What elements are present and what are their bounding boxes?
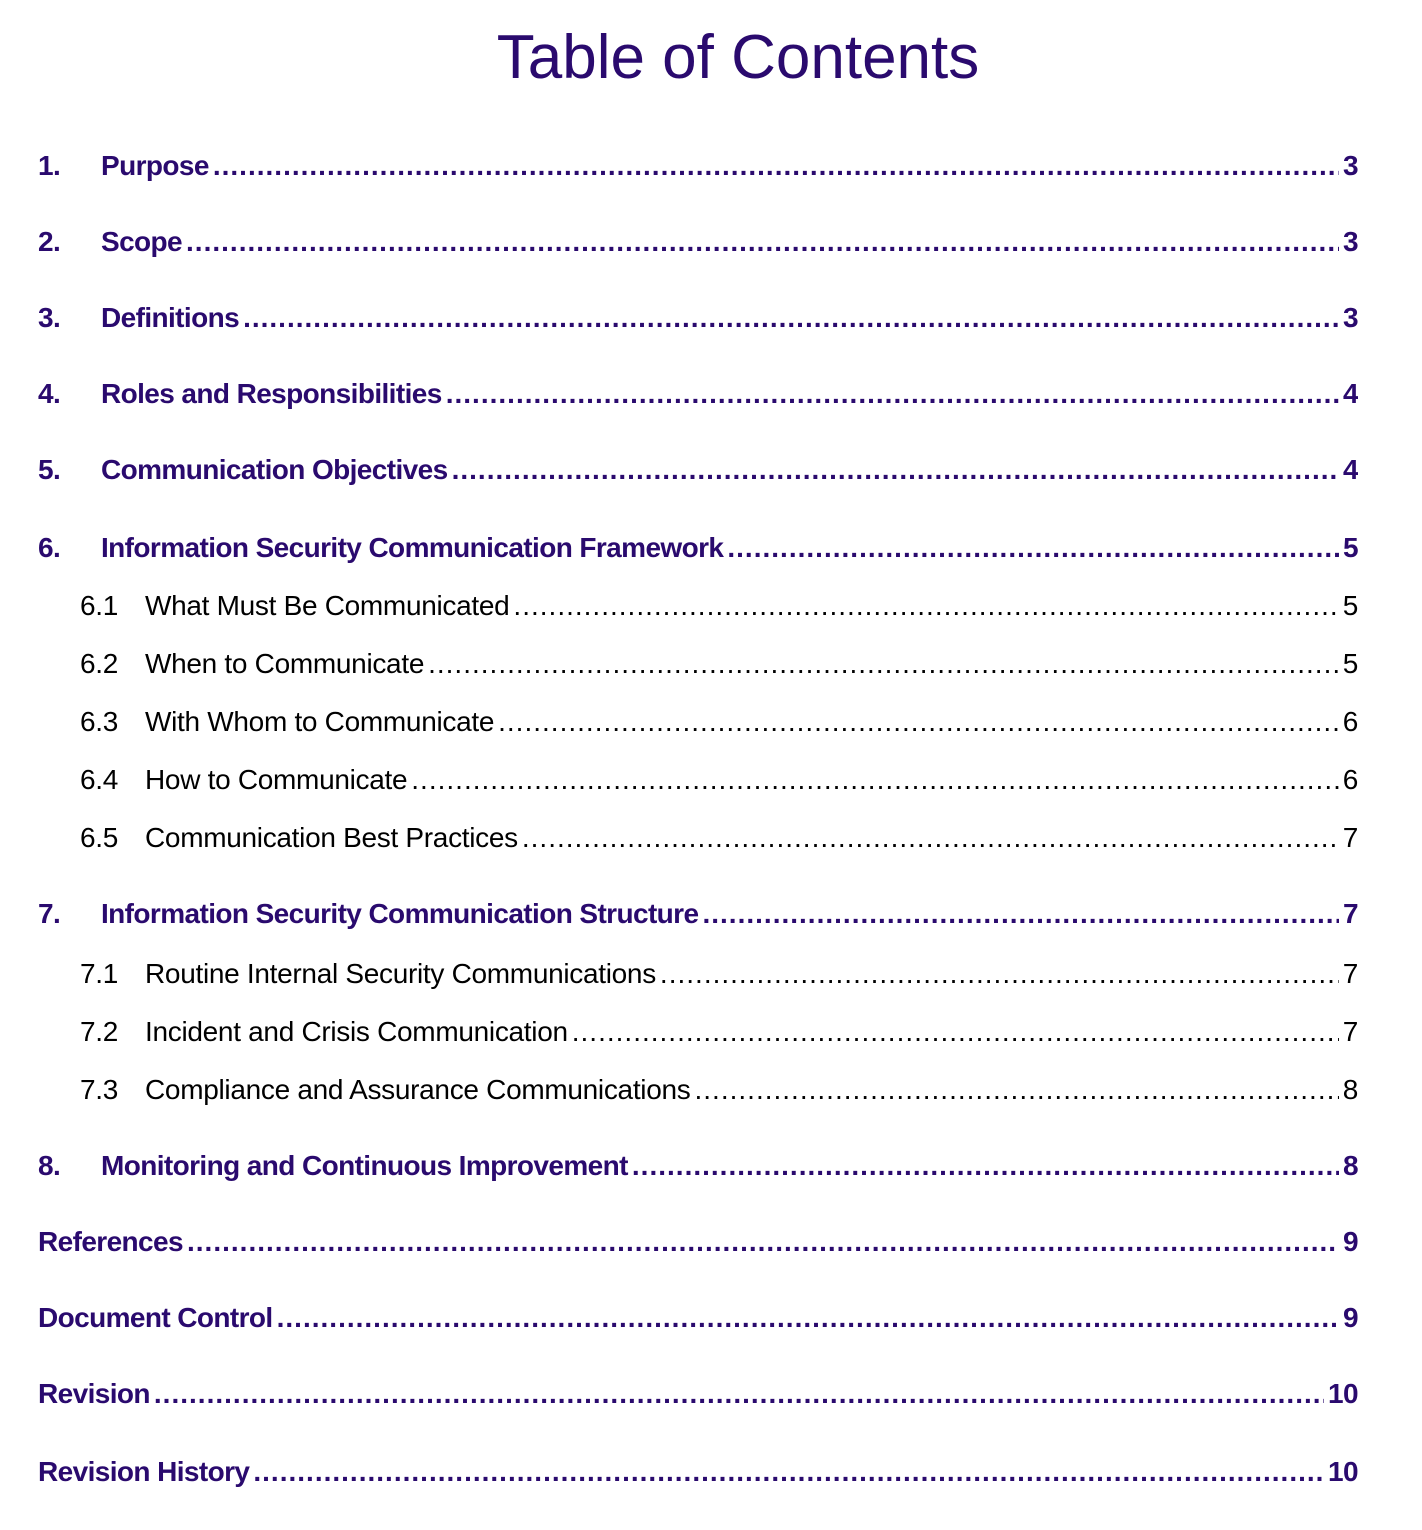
toc-entry-page: 7 — [1343, 898, 1358, 929]
toc-entry-title: Information Security Communication Framework — [101, 532, 724, 563]
dot-leader — [694, 1074, 1338, 1106]
toc-entry-number: 1. — [38, 150, 61, 181]
dot-leader — [187, 1226, 1339, 1258]
dot-leader — [452, 454, 1339, 486]
toc-entry-number: 7.2 — [80, 1016, 119, 1047]
toc-entry-title: Purpose — [101, 150, 209, 181]
toc-entry-title: Information Security Communication Structure — [101, 898, 699, 929]
toc-entry-page: 6 — [1342, 706, 1358, 737]
toc-entry-page: 6 — [1342, 764, 1358, 795]
toc-entry-title: Communication Objectives — [101, 454, 448, 485]
dot-leader — [277, 1302, 1339, 1334]
dot-leader — [243, 302, 1339, 334]
toc-entry-revision-history[interactable] — [38, 1456, 1358, 1488]
toc-entry-roles[interactable] — [38, 378, 1358, 410]
toc-entry-title: What Must Be Communicated — [145, 590, 510, 621]
toc-entry-purpose[interactable] — [38, 150, 1358, 182]
toc-entry-title: How to Communicate — [145, 764, 408, 795]
dot-leader — [446, 378, 1339, 410]
toc-entry-page: 10 — [1328, 1378, 1358, 1409]
toc-entry-number: 7.1 — [80, 958, 119, 989]
toc-entry-number: 2. — [38, 226, 61, 257]
toc-entry-document-control[interactable] — [38, 1302, 1358, 1334]
toc-entry-definitions[interactable] — [38, 302, 1358, 334]
toc-entry-page: 4 — [1343, 454, 1358, 485]
dot-leader — [632, 1150, 1339, 1182]
toc-entry-page: 7 — [1342, 1016, 1358, 1047]
dot-leader — [727, 532, 1339, 564]
toc-entry-page: 3 — [1343, 150, 1358, 181]
dot-leader — [213, 150, 1339, 182]
toc-entry-page: 9 — [1343, 1226, 1358, 1257]
toc-entry-title: Revision History — [38, 1456, 250, 1487]
toc-subentry-best-practices[interactable] — [80, 822, 1358, 854]
toc-entry-page: 7 — [1342, 822, 1358, 853]
dot-leader — [513, 590, 1338, 622]
toc-entry-title: Document Control — [38, 1302, 273, 1333]
toc-subentry-when[interactable] — [80, 648, 1358, 680]
toc-entry-page: 3 — [1343, 302, 1358, 333]
dot-leader — [154, 1378, 1324, 1410]
toc-entry-number: 6.2 — [80, 648, 119, 679]
dot-leader — [522, 822, 1339, 854]
dot-leader — [428, 648, 1339, 680]
toc-entry-number: 7. — [38, 898, 61, 929]
toc-entry-page: 8 — [1343, 1150, 1358, 1181]
toc-entry-framework[interactable] — [38, 532, 1358, 564]
toc-entry-number: 6.1 — [80, 590, 119, 621]
toc-subentry-compliance[interactable] — [80, 1074, 1358, 1106]
toc-subentry-routine[interactable] — [80, 958, 1358, 990]
toc-entry-page: 5 — [1343, 532, 1358, 563]
toc-entry-title: References — [38, 1226, 183, 1257]
dot-leader — [702, 898, 1339, 930]
dot-leader — [572, 1016, 1339, 1048]
toc-entry-number: 6. — [38, 532, 61, 563]
toc-entry-page: 4 — [1343, 378, 1358, 409]
toc-entry-page: 7 — [1342, 958, 1358, 989]
toc-entry-page: 8 — [1342, 1074, 1358, 1105]
toc-entry-number: 6.4 — [80, 764, 119, 795]
toc-entry-references[interactable] — [38, 1226, 1358, 1258]
toc-entry-title: Routine Internal Security Communications — [145, 958, 656, 989]
toc-entry-page: 9 — [1343, 1302, 1358, 1333]
toc-entry-scope[interactable] — [38, 226, 1358, 258]
toc-entry-number: 6.5 — [80, 822, 119, 853]
toc-subentry-whom[interactable] — [80, 706, 1358, 738]
toc-entry-page: 3 — [1343, 226, 1358, 257]
toc-entry-number: 3. — [38, 302, 61, 333]
toc-entry-monitoring[interactable] — [38, 1150, 1358, 1182]
toc-entry-number: 8. — [38, 1150, 61, 1181]
toc-entry-title: Scope — [101, 226, 183, 257]
dot-leader — [186, 226, 1339, 258]
toc-entry-title: Monitoring and Continuous Improvement — [101, 1150, 628, 1181]
toc-entry-page: 10 — [1328, 1456, 1358, 1487]
dot-leader — [498, 706, 1339, 738]
toc-entry-title: Communication Best Practices — [145, 822, 518, 853]
toc-entry-title: With Whom to Communicate — [145, 706, 495, 737]
toc-entry-structure[interactable] — [38, 898, 1358, 930]
toc-entry-title: Definitions — [101, 302, 240, 333]
dot-leader — [253, 1456, 1324, 1488]
toc-entry-number: 6.3 — [80, 706, 119, 737]
toc-subentry-what[interactable] — [80, 590, 1358, 622]
toc-entry-objectives[interactable] — [38, 454, 1358, 486]
toc-entry-number: 5. — [38, 454, 61, 485]
toc-entry-title: Revision — [38, 1378, 150, 1409]
toc-entry-title: When to Communicate — [145, 648, 425, 679]
toc-entry-title: Incident and Crisis Communication — [145, 1016, 568, 1047]
dot-leader — [411, 764, 1338, 796]
toc-entry-title: Compliance and Assurance Communications — [145, 1074, 691, 1105]
toc-entry-number: 4. — [38, 378, 61, 409]
toc-subentry-how[interactable] — [80, 764, 1358, 796]
toc-entry-revision[interactable] — [38, 1378, 1358, 1410]
dot-leader — [660, 958, 1339, 990]
toc-subentry-incident[interactable] — [80, 1016, 1358, 1048]
toc-entry-title: Roles and Responsibilities — [101, 378, 442, 409]
toc-entry-page: 5 — [1342, 590, 1358, 621]
toc-entry-number: 7.3 — [80, 1074, 119, 1105]
page-title: Table of Contents — [496, 23, 980, 92]
toc-entry-page: 5 — [1342, 648, 1358, 679]
